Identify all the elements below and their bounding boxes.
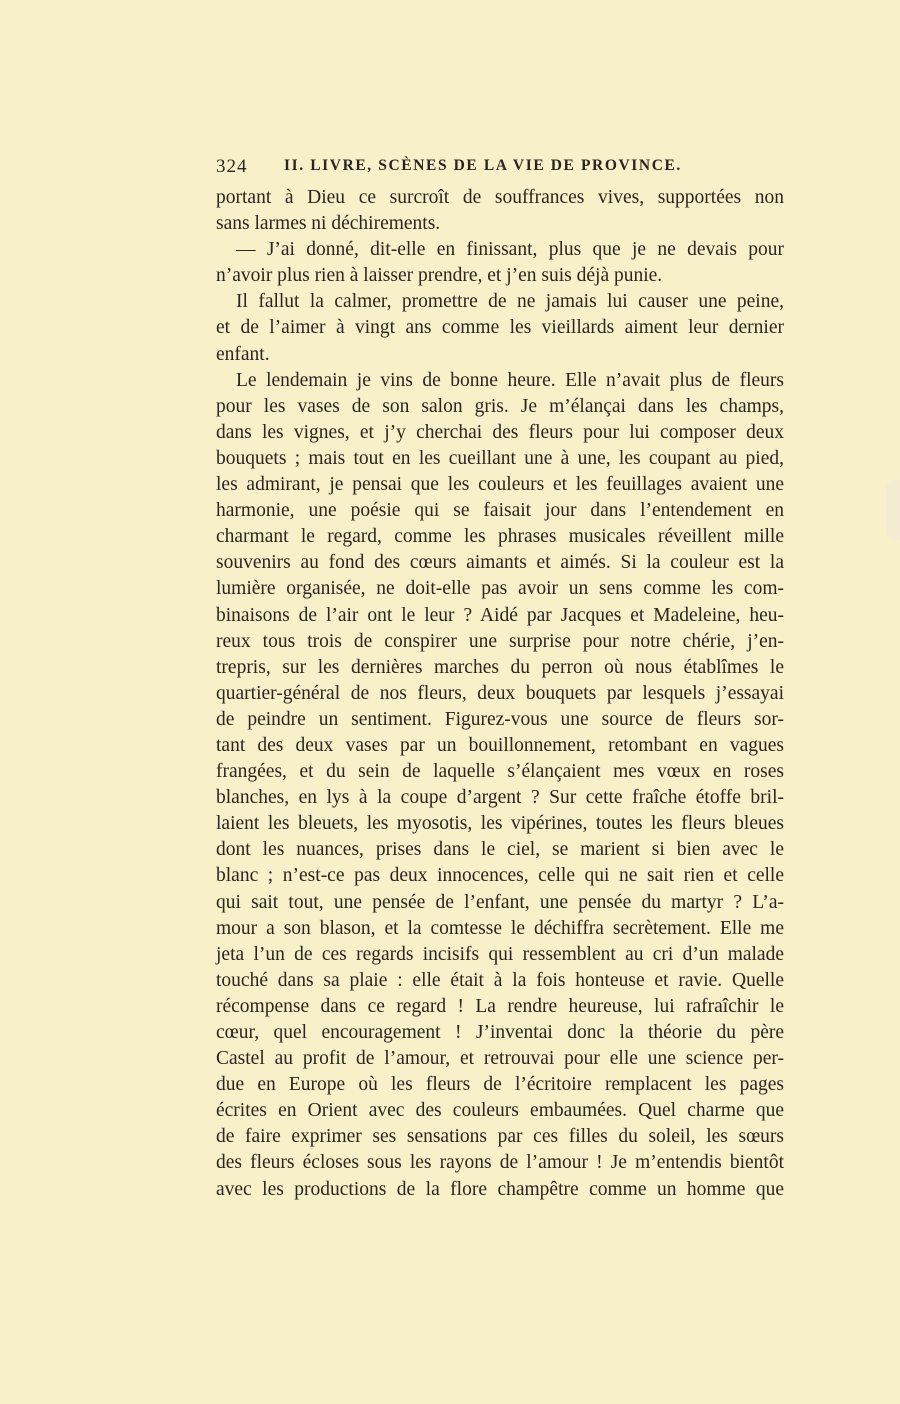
text-line: Le lendemain je vins de bonne heure. Elle n’avait plus de fleurs bbox=[236, 369, 784, 391]
text-line: et de l’aimer à vingt ans comme les vieillards aiment leur dernier bbox=[216, 317, 784, 339]
text-line: écrites en Orient avec des couleurs embaumées. Quel charme que bbox=[216, 1100, 784, 1122]
text-line: n’avoir plus rien à laisser prendre, et j’en suis déjà punie. bbox=[216, 265, 663, 287]
text-line: enfant. bbox=[216, 343, 270, 365]
text-line: charmant le regard, comme les phrases musicales réveillent mille bbox=[216, 526, 784, 548]
text-line: pour les vases de son salon gris. Je m’élançai dans les champs, bbox=[216, 395, 784, 417]
text-line: due en Europe où les fleurs de l’écritoire remplacent les pages bbox=[216, 1074, 784, 1096]
text-line: Il fallut la calmer, promettre de ne jamais lui causer une peine, bbox=[236, 291, 784, 313]
text-line: les admirant, je pensai que les couleurs et les feuillages avaient une bbox=[216, 474, 784, 496]
page-edge bbox=[886, 480, 900, 540]
text-line: trepris, sur les dernières marches du perron où nous établîmes le bbox=[216, 656, 784, 678]
text-line: souvenirs au fond des cœurs aimants et aimés. Si la couleur est la bbox=[216, 552, 784, 574]
text-line: bouquets ; mais tout en les cueillant une à une, les coupant au pied, bbox=[216, 447, 784, 469]
text-line: portant à Dieu ce surcroît de souffrances vives, supportées non bbox=[216, 187, 784, 208]
text-line: frangées, et du sein de laquelle s’élançaient mes vœux en roses bbox=[216, 761, 784, 783]
running-title: II. LIVRE, SCÈNES DE LA VIE DE PROVINCE. bbox=[284, 157, 682, 174]
text-line: quartier-général de nos fleurs, deux bouquets par lesquels j’essayai bbox=[216, 682, 784, 704]
text-line: cœur, quel encouragement ! J’inventai donc la théorie du père bbox=[216, 1022, 784, 1043]
text-line: qui sait tout, une pensée de l’enfant, une pensée du martyr ? L’a- bbox=[216, 891, 784, 913]
text-line: sans larmes ni déchirements. bbox=[216, 213, 441, 235]
text-line: harmonie, une poésie qui se faisait jour dans l’entendement en bbox=[216, 500, 784, 522]
text-line: tant des deux vases par un bouillonnement, retombant en vagues bbox=[216, 734, 784, 756]
text-line: touché dans sa plaie : elle était à la fois honteuse et ravie. Quelle bbox=[216, 969, 784, 991]
text-line: jeta l’un de ces regards incisifs qui ressemblent au cri d’un malade bbox=[216, 943, 784, 965]
text-line: de faire exprimer ses sensations par ces filles du soleil, les sœurs bbox=[216, 1126, 784, 1148]
text-line: laient les bleuets, les myosotis, les vipérines, toutes les fleurs bleues bbox=[216, 813, 784, 835]
text-line: mour a son blason, et la comtesse le déchiffra secrètement. Elle me bbox=[216, 917, 784, 939]
text-line: lumière organisée, ne doit-elle pas avoir un sens comme les com- bbox=[216, 578, 784, 600]
text-line: binaisons de l’air ont le leur ? Aidé par Jacques et Madeleine, heu- bbox=[216, 604, 784, 626]
text-line: — J’ai donné, dit-elle en finissant, plus que je ne devais pour bbox=[236, 239, 784, 261]
page-number: 324 bbox=[216, 156, 248, 177]
text-line: récompense dans ce regard ! La rendre heureuse, lui rafraîchir le bbox=[216, 995, 784, 1017]
text-line: dont les nuances, prises dans le ciel, se marient si bien avec le bbox=[216, 839, 784, 861]
text-line: dans les vignes, et j’y cherchai des fleurs pour lui composer deux bbox=[216, 421, 784, 443]
text-line: avec les productions de la flore champêtre comme un homme que bbox=[216, 1178, 784, 1200]
running-header bbox=[216, 156, 786, 182]
body-text bbox=[216, 185, 784, 1203]
text-line: blanches, en lys à la coupe d’argent ? Sur cette fraîche étoffe bril- bbox=[216, 787, 784, 809]
text-line: blanc ; n’est-ce pas deux innocences, celle qui ne sait rien et celle bbox=[216, 865, 784, 887]
text-line: Castel au profit de l’amour, et retrouvai pour elle une science per- bbox=[216, 1048, 784, 1070]
text-line: des fleurs écloses sous les rayons de l’amour ! Je m’entendis bientôt bbox=[216, 1152, 784, 1174]
text-line: reux tous trois de conspirer une surprise pour notre chérie, j’en- bbox=[216, 630, 784, 652]
text-line: de peindre un sentiment. Figurez-vous une source de fleurs sor- bbox=[216, 708, 784, 730]
